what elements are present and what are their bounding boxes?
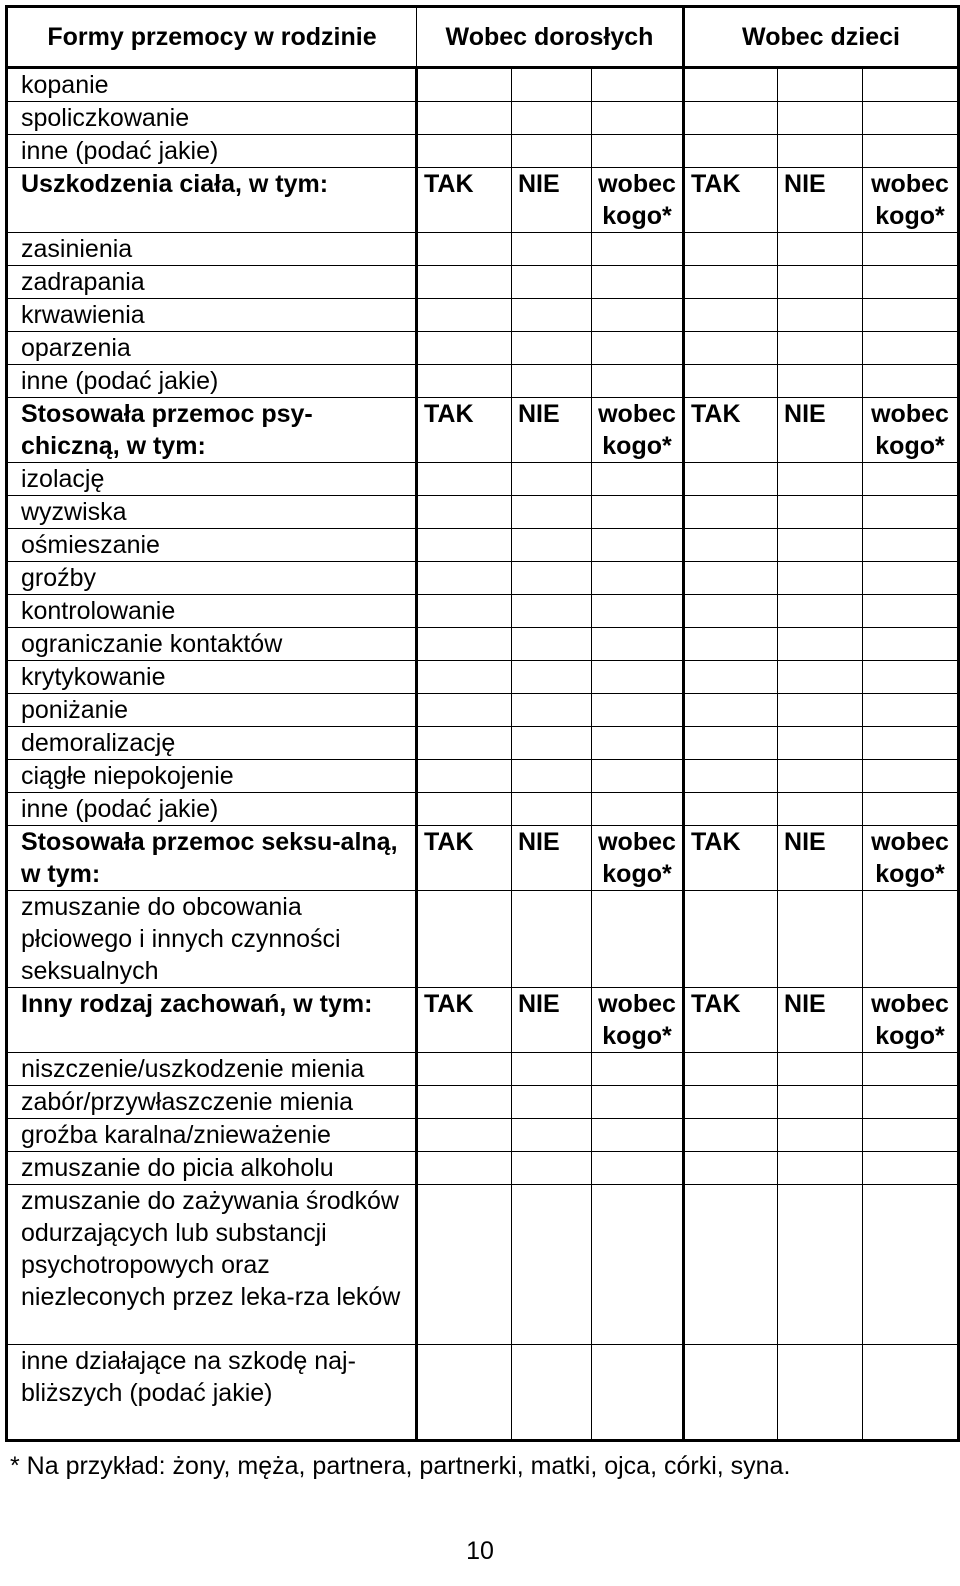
child-tak-cell[interactable]: [684, 891, 778, 988]
child-nie-cell[interactable]: [778, 1119, 863, 1152]
row-label: inne działające na szkodę naj-bliższych (podać jakie): [7, 1345, 417, 1441]
adult-tak-cell[interactable]: [417, 529, 512, 562]
adult-tak-cell[interactable]: [417, 595, 512, 628]
child-tak-cell[interactable]: [684, 1185, 778, 1345]
child-wobec-kogo-cell[interactable]: [863, 529, 959, 562]
child-nie-cell[interactable]: [778, 463, 863, 496]
adult-tak-cell[interactable]: [417, 727, 512, 760]
child-wobec-kogo-cell[interactable]: [863, 694, 959, 727]
adult-nie-cell[interactable]: [512, 562, 592, 595]
adult-tak-cell[interactable]: [417, 102, 512, 135]
child-wobec-kogo-cell[interactable]: [863, 793, 959, 826]
table-row: [7, 102, 959, 135]
adult-nie-cell[interactable]: [512, 102, 592, 135]
child-wobec-kogo-cell[interactable]: wobec kogo*: [863, 988, 959, 1053]
child-tak-cell[interactable]: [684, 694, 778, 727]
adult-tak-cell[interactable]: TAK: [417, 988, 512, 1053]
violence-forms-table: [5, 5, 960, 1442]
table-row: [7, 496, 959, 529]
child-nie-cell[interactable]: [778, 760, 863, 793]
adult-nie-cell[interactable]: [512, 1086, 592, 1119]
child-tak-cell[interactable]: [684, 1053, 778, 1086]
child-tak-cell[interactable]: [684, 661, 778, 694]
child-tak-cell[interactable]: [684, 628, 778, 661]
child-wobec-kogo-cell[interactable]: [863, 299, 959, 332]
adult-nie-cell[interactable]: [512, 760, 592, 793]
adult-wobec-kogo-cell[interactable]: [592, 1119, 684, 1152]
adult-tak-cell[interactable]: [417, 332, 512, 365]
adult-wobec-kogo-cell[interactable]: [592, 1185, 684, 1345]
adult-tak-cell[interactable]: TAK: [417, 826, 512, 891]
child-wobec-kogo-cell[interactable]: [863, 1185, 959, 1345]
adult-wobec-kogo-cell[interactable]: [592, 595, 684, 628]
section-heading-row: [7, 988, 959, 1053]
table-row: [7, 1185, 959, 1345]
table-row: [7, 1345, 959, 1441]
adult-wobec-kogo-cell[interactable]: [592, 1345, 684, 1441]
adult-tak-cell[interactable]: [417, 1119, 512, 1152]
child-tak-cell[interactable]: [684, 463, 778, 496]
child-tak-cell[interactable]: [684, 102, 778, 135]
child-nie-cell[interactable]: [778, 365, 863, 398]
child-wobec-kogo-cell[interactable]: [863, 1345, 959, 1441]
table-body: [7, 68, 959, 1441]
row-label: groźby: [7, 562, 417, 595]
adult-wobec-kogo-cell[interactable]: [592, 299, 684, 332]
child-tak-cell[interactable]: [684, 727, 778, 760]
child-wobec-kogo-cell[interactable]: wobec kogo*: [863, 398, 959, 463]
adult-nie-cell[interactable]: [512, 266, 592, 299]
row-label: ciągłe niepokojenie: [7, 760, 417, 793]
row-label: zasinienia: [7, 233, 417, 266]
section-heading-row: [7, 168, 959, 233]
row-label: kontrolowanie: [7, 595, 417, 628]
child-nie-cell[interactable]: [778, 1053, 863, 1086]
row-label: poniżanie: [7, 694, 417, 727]
child-nie-cell[interactable]: [778, 1152, 863, 1185]
child-nie-cell[interactable]: [778, 266, 863, 299]
row-label: izolację: [7, 463, 417, 496]
adult-wobec-kogo-cell[interactable]: [592, 793, 684, 826]
child-wobec-kogo-cell[interactable]: [863, 496, 959, 529]
table-row: [7, 365, 959, 398]
row-label: inne (podać jakie): [7, 135, 417, 168]
child-nie-cell[interactable]: [778, 1185, 863, 1345]
table-row: [7, 233, 959, 266]
table-row: [7, 1152, 959, 1185]
child-tak-cell[interactable]: [684, 793, 778, 826]
child-wobec-kogo-cell[interactable]: [863, 1086, 959, 1119]
adult-wobec-kogo-cell[interactable]: [592, 1086, 684, 1119]
child-nie-cell[interactable]: [778, 1345, 863, 1441]
table-header-row: [7, 7, 959, 68]
header-forms: Formy przemocy w rodzinie: [7, 7, 417, 68]
child-wobec-kogo-cell[interactable]: [863, 628, 959, 661]
adult-tak-cell[interactable]: [417, 68, 512, 102]
child-tak-cell[interactable]: [684, 1119, 778, 1152]
adult-nie-cell[interactable]: [512, 365, 592, 398]
adult-wobec-kogo-cell[interactable]: [592, 102, 684, 135]
adult-nie-cell[interactable]: [512, 135, 592, 168]
row-label: spoliczkowanie: [7, 102, 417, 135]
child-wobec-kogo-cell[interactable]: [863, 68, 959, 102]
adult-nie-cell[interactable]: [512, 661, 592, 694]
child-wobec-kogo-cell[interactable]: [863, 760, 959, 793]
adult-nie-cell[interactable]: [512, 891, 592, 988]
adult-wobec-kogo-cell[interactable]: [592, 1053, 684, 1086]
adult-tak-cell[interactable]: [417, 1185, 512, 1345]
adult-tak-cell[interactable]: [417, 793, 512, 826]
adult-wobec-kogo-cell[interactable]: wobec kogo*: [592, 988, 684, 1053]
child-tak-cell[interactable]: TAK: [684, 398, 778, 463]
adult-nie-cell[interactable]: [512, 1345, 592, 1441]
child-tak-cell[interactable]: [684, 365, 778, 398]
child-wobec-kogo-cell[interactable]: [863, 135, 959, 168]
section-heading-label: Stosowała przemoc psy-chiczną, w tym:: [7, 398, 417, 463]
adult-wobec-kogo-cell[interactable]: [592, 694, 684, 727]
child-nie-cell[interactable]: [778, 496, 863, 529]
adult-tak-cell[interactable]: [417, 1053, 512, 1086]
child-nie-cell[interactable]: [778, 102, 863, 135]
adult-wobec-kogo-cell[interactable]: [592, 891, 684, 988]
child-tak-cell[interactable]: [684, 496, 778, 529]
adult-nie-cell[interactable]: [512, 1152, 592, 1185]
adult-tak-cell[interactable]: [417, 299, 512, 332]
adult-wobec-kogo-cell[interactable]: [592, 135, 684, 168]
adult-wobec-kogo-cell[interactable]: [592, 661, 684, 694]
adult-tak-cell[interactable]: [417, 135, 512, 168]
adult-tak-cell[interactable]: [417, 266, 512, 299]
child-wobec-kogo-cell[interactable]: wobec kogo*: [863, 168, 959, 233]
section-heading-label: Inny rodzaj zachowań, w tym:: [7, 988, 417, 1053]
table-row: [7, 661, 959, 694]
adult-tak-cell[interactable]: [417, 1345, 512, 1441]
child-wobec-kogo-cell[interactable]: [863, 727, 959, 760]
child-nie-cell[interactable]: [778, 299, 863, 332]
row-label: inne (podać jakie): [7, 365, 417, 398]
child-nie-cell[interactable]: [778, 793, 863, 826]
child-wobec-kogo-cell[interactable]: [863, 1152, 959, 1185]
adult-tak-cell[interactable]: [417, 496, 512, 529]
table-row: [7, 463, 959, 496]
child-wobec-kogo-cell[interactable]: [863, 233, 959, 266]
adult-nie-cell[interactable]: NIE: [512, 988, 592, 1053]
child-tak-cell[interactable]: TAK: [684, 826, 778, 891]
adult-nie-cell[interactable]: [512, 694, 592, 727]
adult-wobec-kogo-cell[interactable]: [592, 463, 684, 496]
row-label: ośmieszanie: [7, 529, 417, 562]
section-heading-label: Stosowała przemoc seksu-alną, w tym:: [7, 826, 417, 891]
child-wobec-kogo-cell[interactable]: [863, 332, 959, 365]
adult-wobec-kogo-cell[interactable]: [592, 760, 684, 793]
adult-nie-cell[interactable]: [512, 233, 592, 266]
table-row: [7, 1053, 959, 1086]
child-wobec-kogo-cell[interactable]: [863, 266, 959, 299]
row-label: zmuszanie do obcowania płciowego i innych czynności seksualnych: [7, 891, 417, 988]
table-row: [7, 135, 959, 168]
adult-wobec-kogo-cell[interactable]: [592, 1152, 684, 1185]
child-wobec-kogo-cell[interactable]: [863, 891, 959, 988]
table-row: [7, 793, 959, 826]
child-tak-cell[interactable]: TAK: [684, 988, 778, 1053]
table-row: [7, 727, 959, 760]
table-row: [7, 562, 959, 595]
child-wobec-kogo-cell[interactable]: [863, 1053, 959, 1086]
child-tak-cell[interactable]: TAK: [684, 168, 778, 233]
adult-wobec-kogo-cell[interactable]: [592, 68, 684, 102]
adult-wobec-kogo-cell[interactable]: [592, 365, 684, 398]
child-tak-cell[interactable]: [684, 529, 778, 562]
row-label: niszczenie/uszkodzenie mienia: [7, 1053, 417, 1086]
adult-wobec-kogo-cell[interactable]: [592, 529, 684, 562]
child-wobec-kogo-cell[interactable]: [863, 1119, 959, 1152]
table-row: [7, 595, 959, 628]
child-tak-cell[interactable]: [684, 68, 778, 102]
adult-tak-cell[interactable]: [417, 365, 512, 398]
child-tak-cell[interactable]: [684, 1345, 778, 1441]
adult-nie-cell[interactable]: [512, 496, 592, 529]
adult-wobec-kogo-cell[interactable]: [592, 628, 684, 661]
table-row: [7, 628, 959, 661]
footnote: * Na przykład: żony, męża, partnera, partnerki, matki, ojca, córki, syna.: [10, 1452, 791, 1480]
row-label: oparzenia: [7, 332, 417, 365]
adult-wobec-kogo-cell[interactable]: [592, 266, 684, 299]
child-tak-cell[interactable]: [684, 1152, 778, 1185]
adult-nie-cell[interactable]: [512, 793, 592, 826]
child-nie-cell[interactable]: [778, 1086, 863, 1119]
adult-nie-cell[interactable]: [512, 529, 592, 562]
adult-wobec-kogo-cell[interactable]: [592, 496, 684, 529]
child-nie-cell[interactable]: [778, 628, 863, 661]
adult-nie-cell[interactable]: NIE: [512, 398, 592, 463]
header-adults: Wobec dorosłych: [417, 7, 684, 68]
child-wobec-kogo-cell[interactable]: [863, 661, 959, 694]
child-nie-cell[interactable]: NIE: [778, 168, 863, 233]
child-wobec-kogo-cell[interactable]: [863, 102, 959, 135]
row-label: wyzwiska: [7, 496, 417, 529]
adult-tak-cell[interactable]: [417, 891, 512, 988]
adult-tak-cell[interactable]: [417, 694, 512, 727]
table-row: [7, 760, 959, 793]
adult-wobec-kogo-cell[interactable]: wobec kogo*: [592, 398, 684, 463]
child-nie-cell[interactable]: [778, 694, 863, 727]
table-row: [7, 1119, 959, 1152]
row-label: zadrapania: [7, 266, 417, 299]
adult-tak-cell[interactable]: [417, 628, 512, 661]
child-nie-cell[interactable]: [778, 68, 863, 102]
table-row: [7, 891, 959, 988]
adult-tak-cell[interactable]: [417, 562, 512, 595]
adult-wobec-kogo-cell[interactable]: [592, 562, 684, 595]
row-label: ograniczanie kontaktów: [7, 628, 417, 661]
adult-tak-cell[interactable]: [417, 1086, 512, 1119]
adult-wobec-kogo-cell[interactable]: [592, 332, 684, 365]
child-nie-cell[interactable]: [778, 661, 863, 694]
adult-nie-cell[interactable]: [512, 463, 592, 496]
adult-wobec-kogo-cell[interactable]: wobec kogo*: [592, 826, 684, 891]
child-tak-cell[interactable]: [684, 332, 778, 365]
row-label: zabór/przywłaszczenie mienia: [7, 1086, 417, 1119]
adult-nie-cell[interactable]: [512, 727, 592, 760]
child-nie-cell[interactable]: NIE: [778, 988, 863, 1053]
row-label: demoralizację: [7, 727, 417, 760]
adult-nie-cell[interactable]: [512, 1185, 592, 1345]
adult-tak-cell[interactable]: [417, 661, 512, 694]
child-tak-cell[interactable]: [684, 299, 778, 332]
adult-wobec-kogo-cell[interactable]: [592, 727, 684, 760]
child-nie-cell[interactable]: [778, 135, 863, 168]
child-wobec-kogo-cell[interactable]: [863, 595, 959, 628]
table-row: [7, 1086, 959, 1119]
child-nie-cell[interactable]: [778, 562, 863, 595]
child-tak-cell[interactable]: [684, 135, 778, 168]
child-tak-cell[interactable]: [684, 760, 778, 793]
page-number: 10: [466, 1537, 494, 1565]
adult-tak-cell[interactable]: [417, 760, 512, 793]
adult-nie-cell[interactable]: [512, 299, 592, 332]
adult-nie-cell[interactable]: [512, 1119, 592, 1152]
child-nie-cell[interactable]: NIE: [778, 398, 863, 463]
child-tak-cell[interactable]: [684, 233, 778, 266]
row-label: inne (podać jakie): [7, 793, 417, 826]
row-label: krytykowanie: [7, 661, 417, 694]
table-row: [7, 694, 959, 727]
adult-wobec-kogo-cell[interactable]: wobec kogo*: [592, 168, 684, 233]
adult-tak-cell[interactable]: TAK: [417, 168, 512, 233]
adult-tak-cell[interactable]: TAK: [417, 398, 512, 463]
child-nie-cell[interactable]: [778, 727, 863, 760]
child-tak-cell[interactable]: [684, 562, 778, 595]
adult-nie-cell[interactable]: [512, 332, 592, 365]
child-tak-cell[interactable]: [684, 595, 778, 628]
header-children: Wobec dzieci: [684, 7, 959, 68]
child-nie-cell[interactable]: [778, 332, 863, 365]
row-label: zmuszanie do picia alkoholu: [7, 1152, 417, 1185]
adult-nie-cell[interactable]: [512, 595, 592, 628]
table-row: [7, 332, 959, 365]
row-label: zmuszanie do zażywania środków odurzających lub substancji psychotropowych oraz niezleconych przez leka-rza leków: [7, 1185, 417, 1345]
row-label: krwawienia: [7, 299, 417, 332]
adult-tak-cell[interactable]: [417, 233, 512, 266]
section-heading-row: [7, 826, 959, 891]
adult-nie-cell[interactable]: [512, 628, 592, 661]
adult-tak-cell[interactable]: [417, 463, 512, 496]
child-nie-cell[interactable]: [778, 595, 863, 628]
adult-tak-cell[interactable]: [417, 1152, 512, 1185]
child-tak-cell[interactable]: [684, 266, 778, 299]
adult-nie-cell[interactable]: [512, 1053, 592, 1086]
row-label: groźba karalna/znieważenie: [7, 1119, 417, 1152]
child-wobec-kogo-cell[interactable]: [863, 365, 959, 398]
child-tak-cell[interactable]: [684, 1086, 778, 1119]
table-row: [7, 299, 959, 332]
section-heading-label: Uszkodzenia ciała, w tym:: [7, 168, 417, 233]
adult-nie-cell[interactable]: [512, 68, 592, 102]
row-label: kopanie: [7, 68, 417, 102]
child-wobec-kogo-cell[interactable]: [863, 463, 959, 496]
table-row: [7, 529, 959, 562]
table-row: [7, 68, 959, 102]
section-heading-row: [7, 398, 959, 463]
table-row: [7, 266, 959, 299]
child-nie-cell[interactable]: [778, 233, 863, 266]
adult-nie-cell[interactable]: NIE: [512, 826, 592, 891]
child-nie-cell[interactable]: [778, 891, 863, 988]
child-wobec-kogo-cell[interactable]: [863, 562, 959, 595]
child-wobec-kogo-cell[interactable]: wobec kogo*: [863, 826, 959, 891]
child-nie-cell[interactable]: NIE: [778, 826, 863, 891]
adult-nie-cell[interactable]: NIE: [512, 168, 592, 233]
child-nie-cell[interactable]: [778, 529, 863, 562]
adult-wobec-kogo-cell[interactable]: [592, 233, 684, 266]
